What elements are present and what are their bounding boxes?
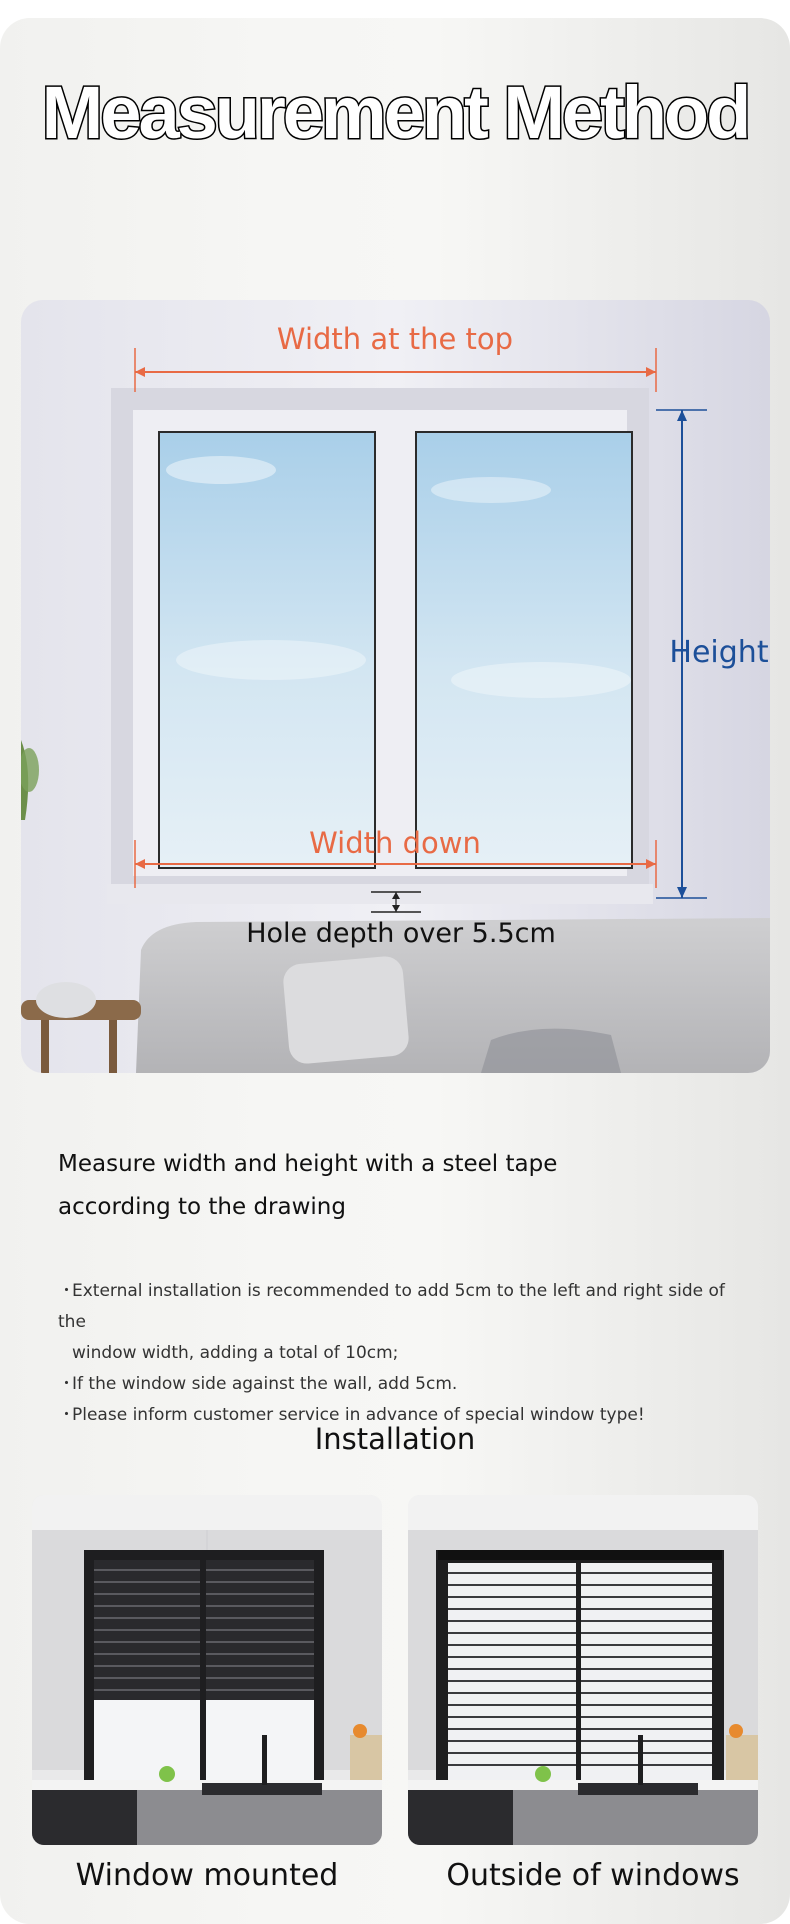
note-bullet: ・ (58, 1374, 75, 1394)
measurement-notes (58, 1276, 758, 1431)
description-line-1: Measure width and height with a steel tape (58, 1151, 558, 1177)
outside-mounted-caption: Outside of windows (446, 1858, 740, 1893)
description-line-2: according to the drawing (58, 1194, 346, 1220)
note-bullet: ・ (58, 1405, 75, 1425)
window-mounted-caption: Window mounted (75, 1858, 339, 1893)
note-bullet: ・ (58, 1281, 75, 1301)
window-mounted-image (32, 1495, 382, 1845)
note-text: External installation is recommended to add 5cm to the left and right side of the (58, 1281, 725, 1332)
width-top-label: Width at the top (276, 322, 514, 356)
page-title: Measurement Method (41, 71, 749, 154)
measure-description (58, 1143, 618, 1229)
product-card (0, 18, 790, 1924)
note-item (58, 1276, 758, 1369)
note-text: Please inform customer service in advance of special window type! (72, 1405, 645, 1425)
width-down-label: Width down (309, 826, 481, 860)
measurement-diagram (21, 300, 770, 1073)
depth-label: Hole depth over 5.5cm (246, 918, 556, 949)
note-item (58, 1369, 758, 1400)
note-text-continued: window width, adding a total of 10cm; (72, 1343, 399, 1363)
measurement-diagram-svg (21, 300, 770, 1073)
installation-heading: Installation (314, 1422, 476, 1456)
outside-mounted-image (408, 1495, 758, 1845)
height-label: Height (669, 635, 769, 670)
note-text: If the window side against the wall, add 5cm. (72, 1374, 458, 1394)
